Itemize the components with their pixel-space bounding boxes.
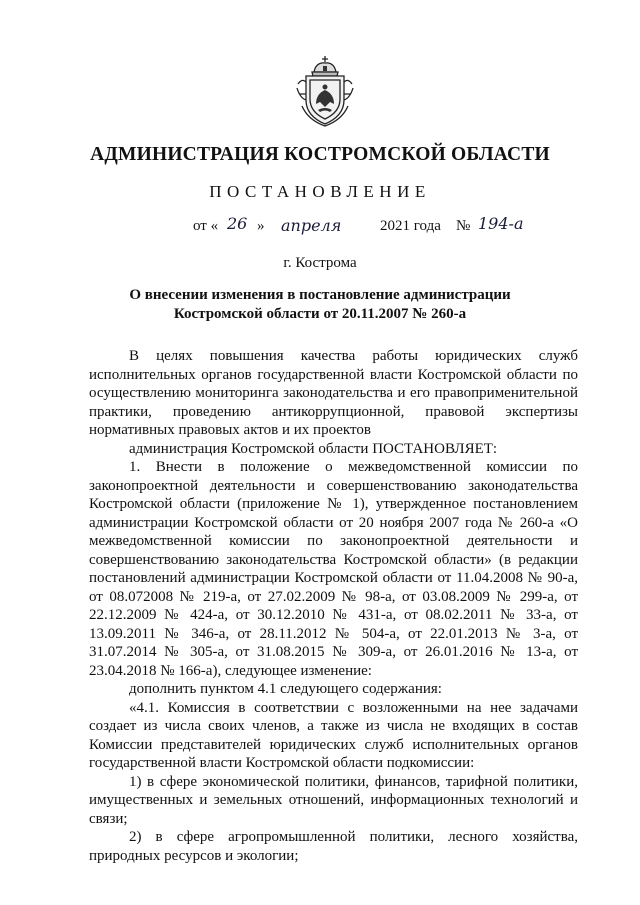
date-year: 2021 года (380, 218, 441, 234)
paragraph-subcommission-1: 1) в сфере экономической политики, финансов, тарифной политики, имущественных и земельных отношений, информационных технологий и связи; (89, 773, 578, 827)
date-prefix: от « (193, 218, 219, 234)
number-sign: № (456, 218, 471, 234)
document-type: ПОСТАНОВЛЕНИЕ (209, 182, 431, 201)
subject-line-1: О внесении изменения в постановление администрации (129, 287, 511, 303)
paragraph-resolves: администрация Костромской области ПОСТАНОВЛЯЕТ: (129, 440, 498, 457)
document-number: 194-а (478, 214, 524, 233)
document-body (89, 347, 578, 865)
subject-line-2: Костромской области от 20.11.2007 № 260-а (173, 306, 467, 322)
document-subject (100, 286, 540, 324)
date-close-quote: » (257, 218, 265, 234)
city: г. Кострома (283, 255, 357, 271)
paragraph-item-1: 1. Внести в положение о межведомственной комиссии по законопроектной деятельности и совершенствованию законодательства Костромской области (приложение № 1), утвержденное постановлением администрации Костромской области от 20 ноября 2007 года № 260-а «О межведомственной комиссии по законопроектной деятельности и совершенствованию законодательства Костромской области» (в редакции постановлений администрации Костромской области от 11.04.2008 № 90-а, от 08.072008 № 219-а, от 27.02.2009 № 98-а, от 03.08.2009 № 299-а, от 22.12.2009 № 424-а, от 30.12.2010 № 431-а, от 08.02.2011 № 33-а, от 13.09.2011 № 346-а, от 28.11.2012 № 504-а, от 22.01.2013 № 3-а, от 31.07.2014 № 305-а, от 31.08.2015 № 309-а, от 26.01.2016 № 13-а, от 23.04.2018 № 166-а), следующее изменение: (89, 459, 578, 679)
date-month: апреля (281, 216, 342, 235)
paragraph-clause-4-1: «4.1. Комиссия в соответствии с возложенными на нее задачами создает из числа своих членов, а также из числа не входящих в состав Комиссии представителей юридических служб исполнительных органов государственной власти Костромской области подкомиссии: (89, 699, 578, 771)
coat-of-arms-emblem (294, 54, 356, 128)
paragraph-subcommission-2: 2) в сфере агропромышленной политики, лесного хозяйства, природных ресурсов и экологии; (89, 829, 578, 864)
date-day: 26 (227, 214, 248, 233)
organization-title: АДМИНИСТРАЦИЯ КОСТРОМСКОЙ ОБЛАСТИ (90, 144, 550, 165)
paragraph-preamble: В целях повышения качества работы юридических служб исполнительных органов государственной власти Костромской области по осуществлению мониторинга законодательства и его правоприменительной практики, проведению антикоррупционной, правовой экспертизы нормативных правовых актов и их проектов (89, 348, 578, 438)
paragraph-add-clause: дополнить пунктом 4.1 следующего содержания: (129, 681, 442, 697)
